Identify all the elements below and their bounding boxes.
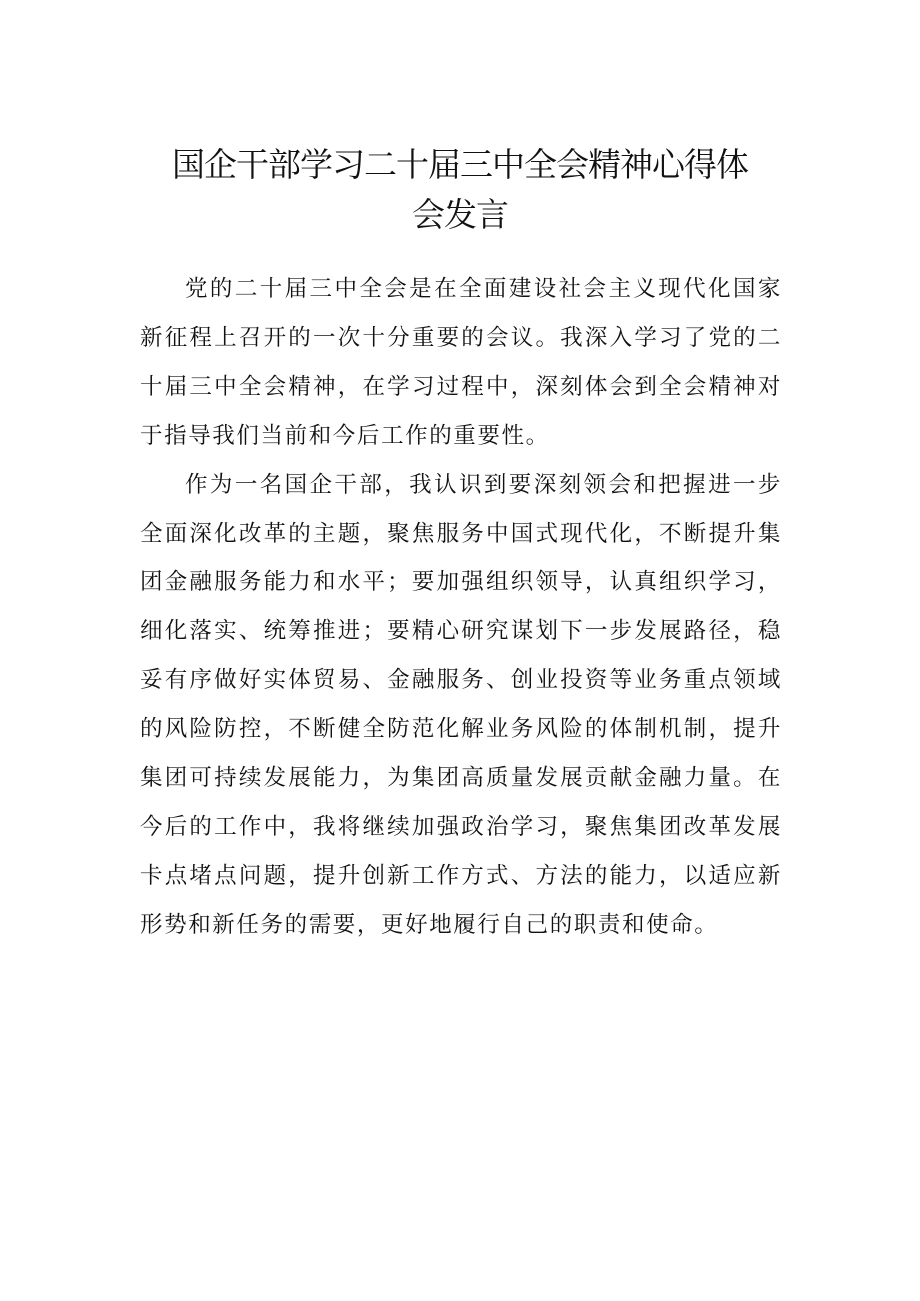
document-title-line-2: 会发言 (412, 195, 508, 234)
document-title-line-1: 国企干部学习二十届三中全会精神心得体 (172, 145, 748, 184)
document-title (140, 140, 780, 240)
paragraph-2: 作为一名国企干部，我认识到要深刻领会和把握进一步全面深化改革的主题，聚焦服务中国式现代化，不断提升集团金融服务能力和水平；要加强组织领导，认真组织学习，细化落实、统筹推进；要精心研究谋划下一步发展路径，稳妥有序做好实体贸易、金融服务、创业投资等业务重点领域的风险防控，不断健全防范化解业务风险的体制机制，提升集团可持续发展能力，为集团高质量发展贡献金融力量。在今后的工作中，我将继续加强政治学习，聚焦集团改革发展卡点堵点问题，提升创新工作方式、方法的能力，以适应新形势和新任务的需要，更好地履行自己的职责和使命。 (140, 471, 782, 938)
document-body (140, 265, 782, 950)
paragraph-1: 党的二十届三中全会是在全面建设社会主义现代化国家新征程上召开的一次十分重要的会议。我深入学习了党的二十届三中全会精神，在学习过程中，深刻体会到全会精神对于指导我们当前和今后工作的重要性。 (140, 276, 782, 449)
